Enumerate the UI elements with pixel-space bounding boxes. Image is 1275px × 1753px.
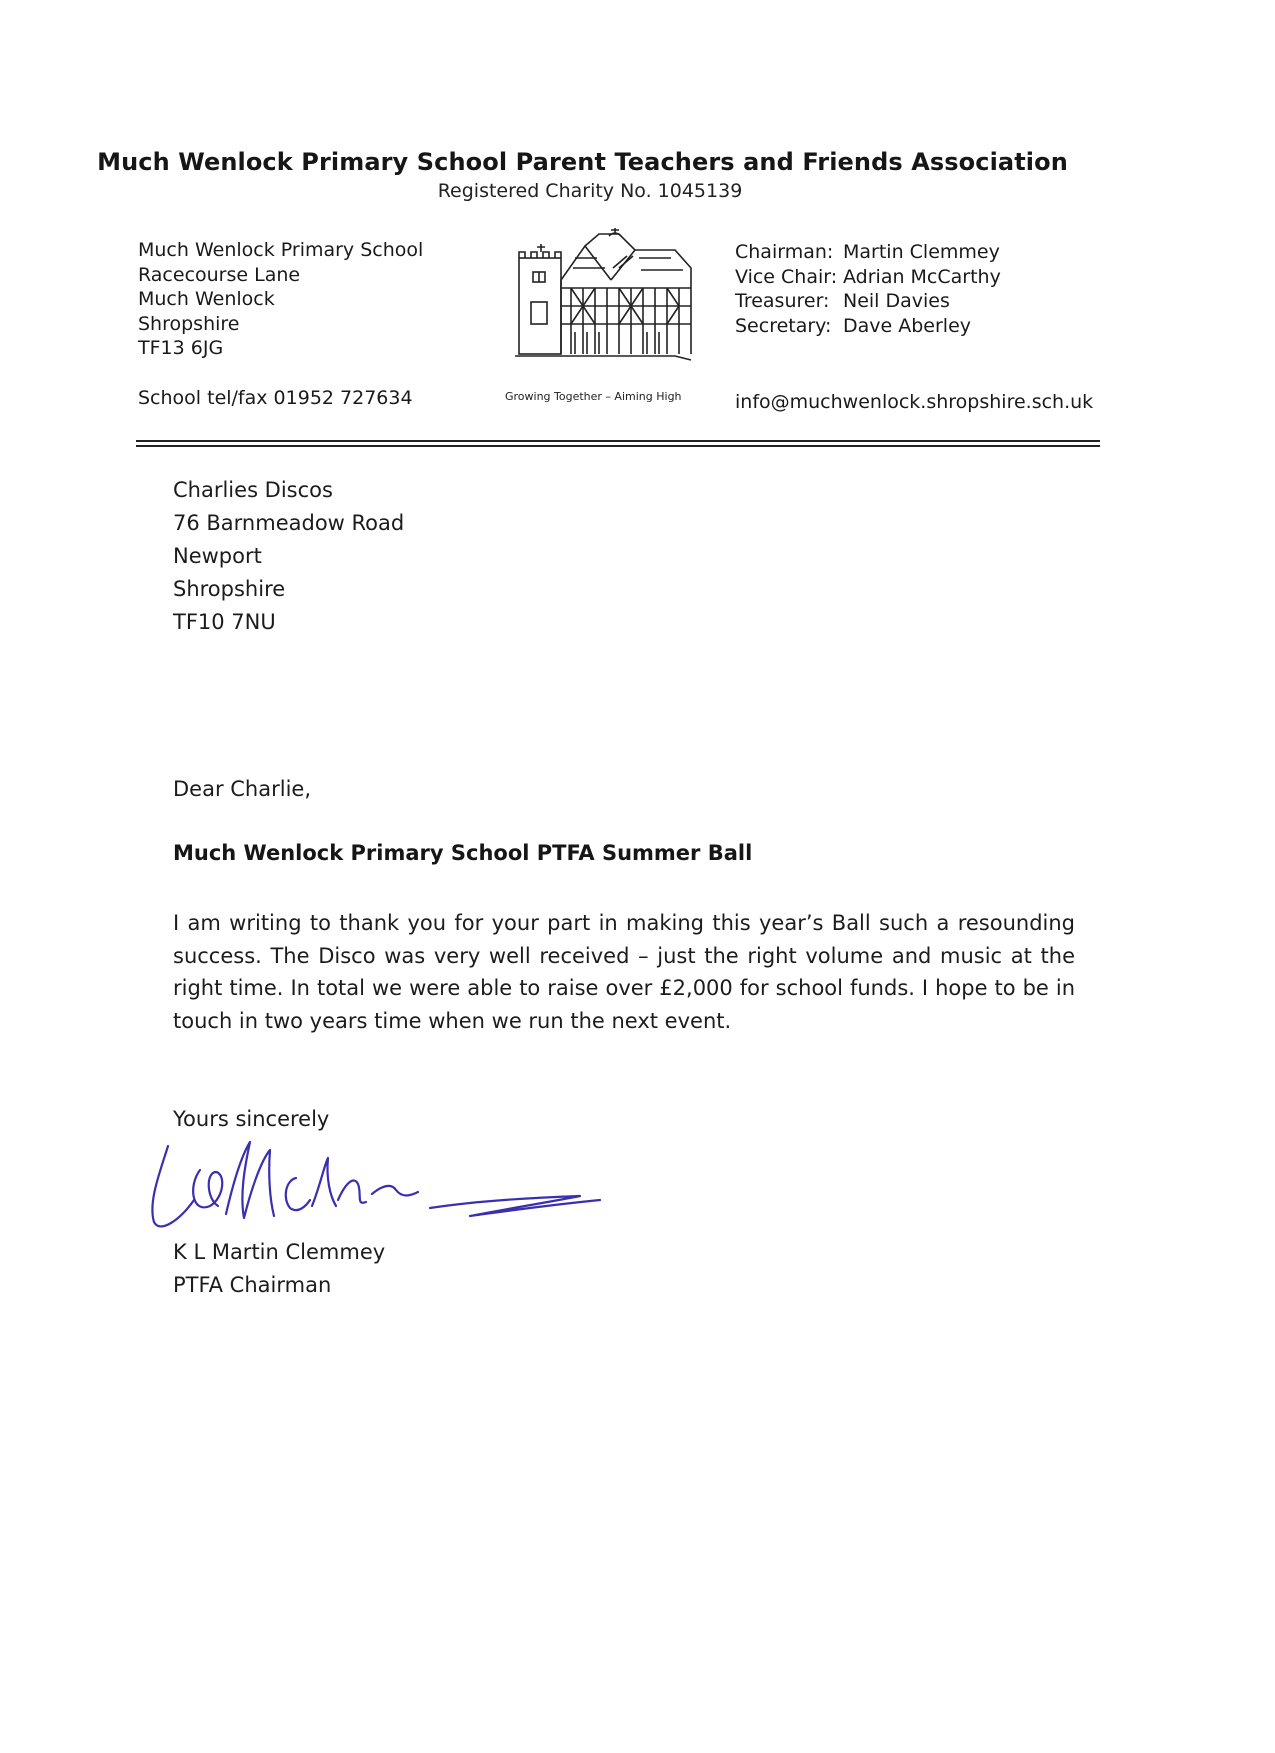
address-line: TF13 6JG bbox=[138, 337, 224, 359]
officer-row bbox=[735, 289, 1001, 314]
school-address bbox=[138, 238, 423, 361]
address-line: Shropshire bbox=[138, 312, 240, 335]
officer-role: Vice Chair: bbox=[735, 265, 838, 288]
header-divider bbox=[136, 440, 1100, 442]
signatory-name: K L Martin Clemmey bbox=[173, 1240, 386, 1264]
officer-role: Treasurer: bbox=[735, 290, 830, 312]
officer-name: Martin Clemmey bbox=[843, 241, 1000, 263]
signatory-title: PTFA Chairman bbox=[173, 1273, 332, 1297]
handwritten-signature-icon bbox=[140, 1122, 610, 1241]
school-telephone: School tel/fax 01952 727634 bbox=[138, 387, 413, 409]
header-divider bbox=[136, 445, 1100, 447]
officer-name: Dave Aberley bbox=[843, 314, 972, 337]
school-motto: Growing Together – Aiming High bbox=[505, 390, 682, 403]
officer-row bbox=[735, 240, 1001, 265]
charity-number: Registered Charity No. 1045139 bbox=[437, 180, 743, 202]
officer-name: Adrian McCarthy bbox=[843, 265, 1001, 288]
salutation: Dear Charlie, bbox=[173, 777, 312, 801]
school-building-drawing-icon bbox=[515, 228, 700, 380]
recipient-line: Newport bbox=[173, 544, 262, 568]
recipient-line: TF10 7NU bbox=[173, 610, 276, 634]
recipient-line: Charlies Discos bbox=[173, 478, 333, 502]
officers-list bbox=[735, 240, 1001, 338]
letter-subject: Much Wenlock Primary School PTFA Summer Ball bbox=[173, 841, 753, 865]
officer-row bbox=[735, 265, 1001, 290]
officer-row bbox=[735, 314, 1001, 339]
officer-name: Neil Davies bbox=[843, 290, 950, 312]
organisation-name: Much Wenlock Primary School Parent Teachers and Friends Association bbox=[97, 148, 1068, 176]
officer-role: Chairman: bbox=[735, 241, 834, 263]
officer-role: Secretary: bbox=[735, 314, 832, 337]
closing: Yours sincerely bbox=[173, 1107, 330, 1131]
letter-body: I am writing to thank you for your part in making this year’s Ball such a resounding success. The Disco was very well received – just the right volume and music at the right time. In total we were able to raise over £2,000 for school funds. I hope to be in touch in two years time when we run the next event. bbox=[173, 911, 1075, 1033]
address-line: Racecourse Lane bbox=[138, 263, 301, 286]
recipient-line: 76 Barnmeadow Road bbox=[173, 511, 405, 535]
recipient-line: Shropshire bbox=[173, 577, 286, 601]
address-line: Much Wenlock Primary School bbox=[138, 239, 424, 261]
recipient-address bbox=[173, 474, 404, 639]
email-link[interactable]: info@muchwenlock.shropshire.sch.uk bbox=[735, 391, 1094, 413]
address-line: Much Wenlock bbox=[138, 288, 275, 310]
